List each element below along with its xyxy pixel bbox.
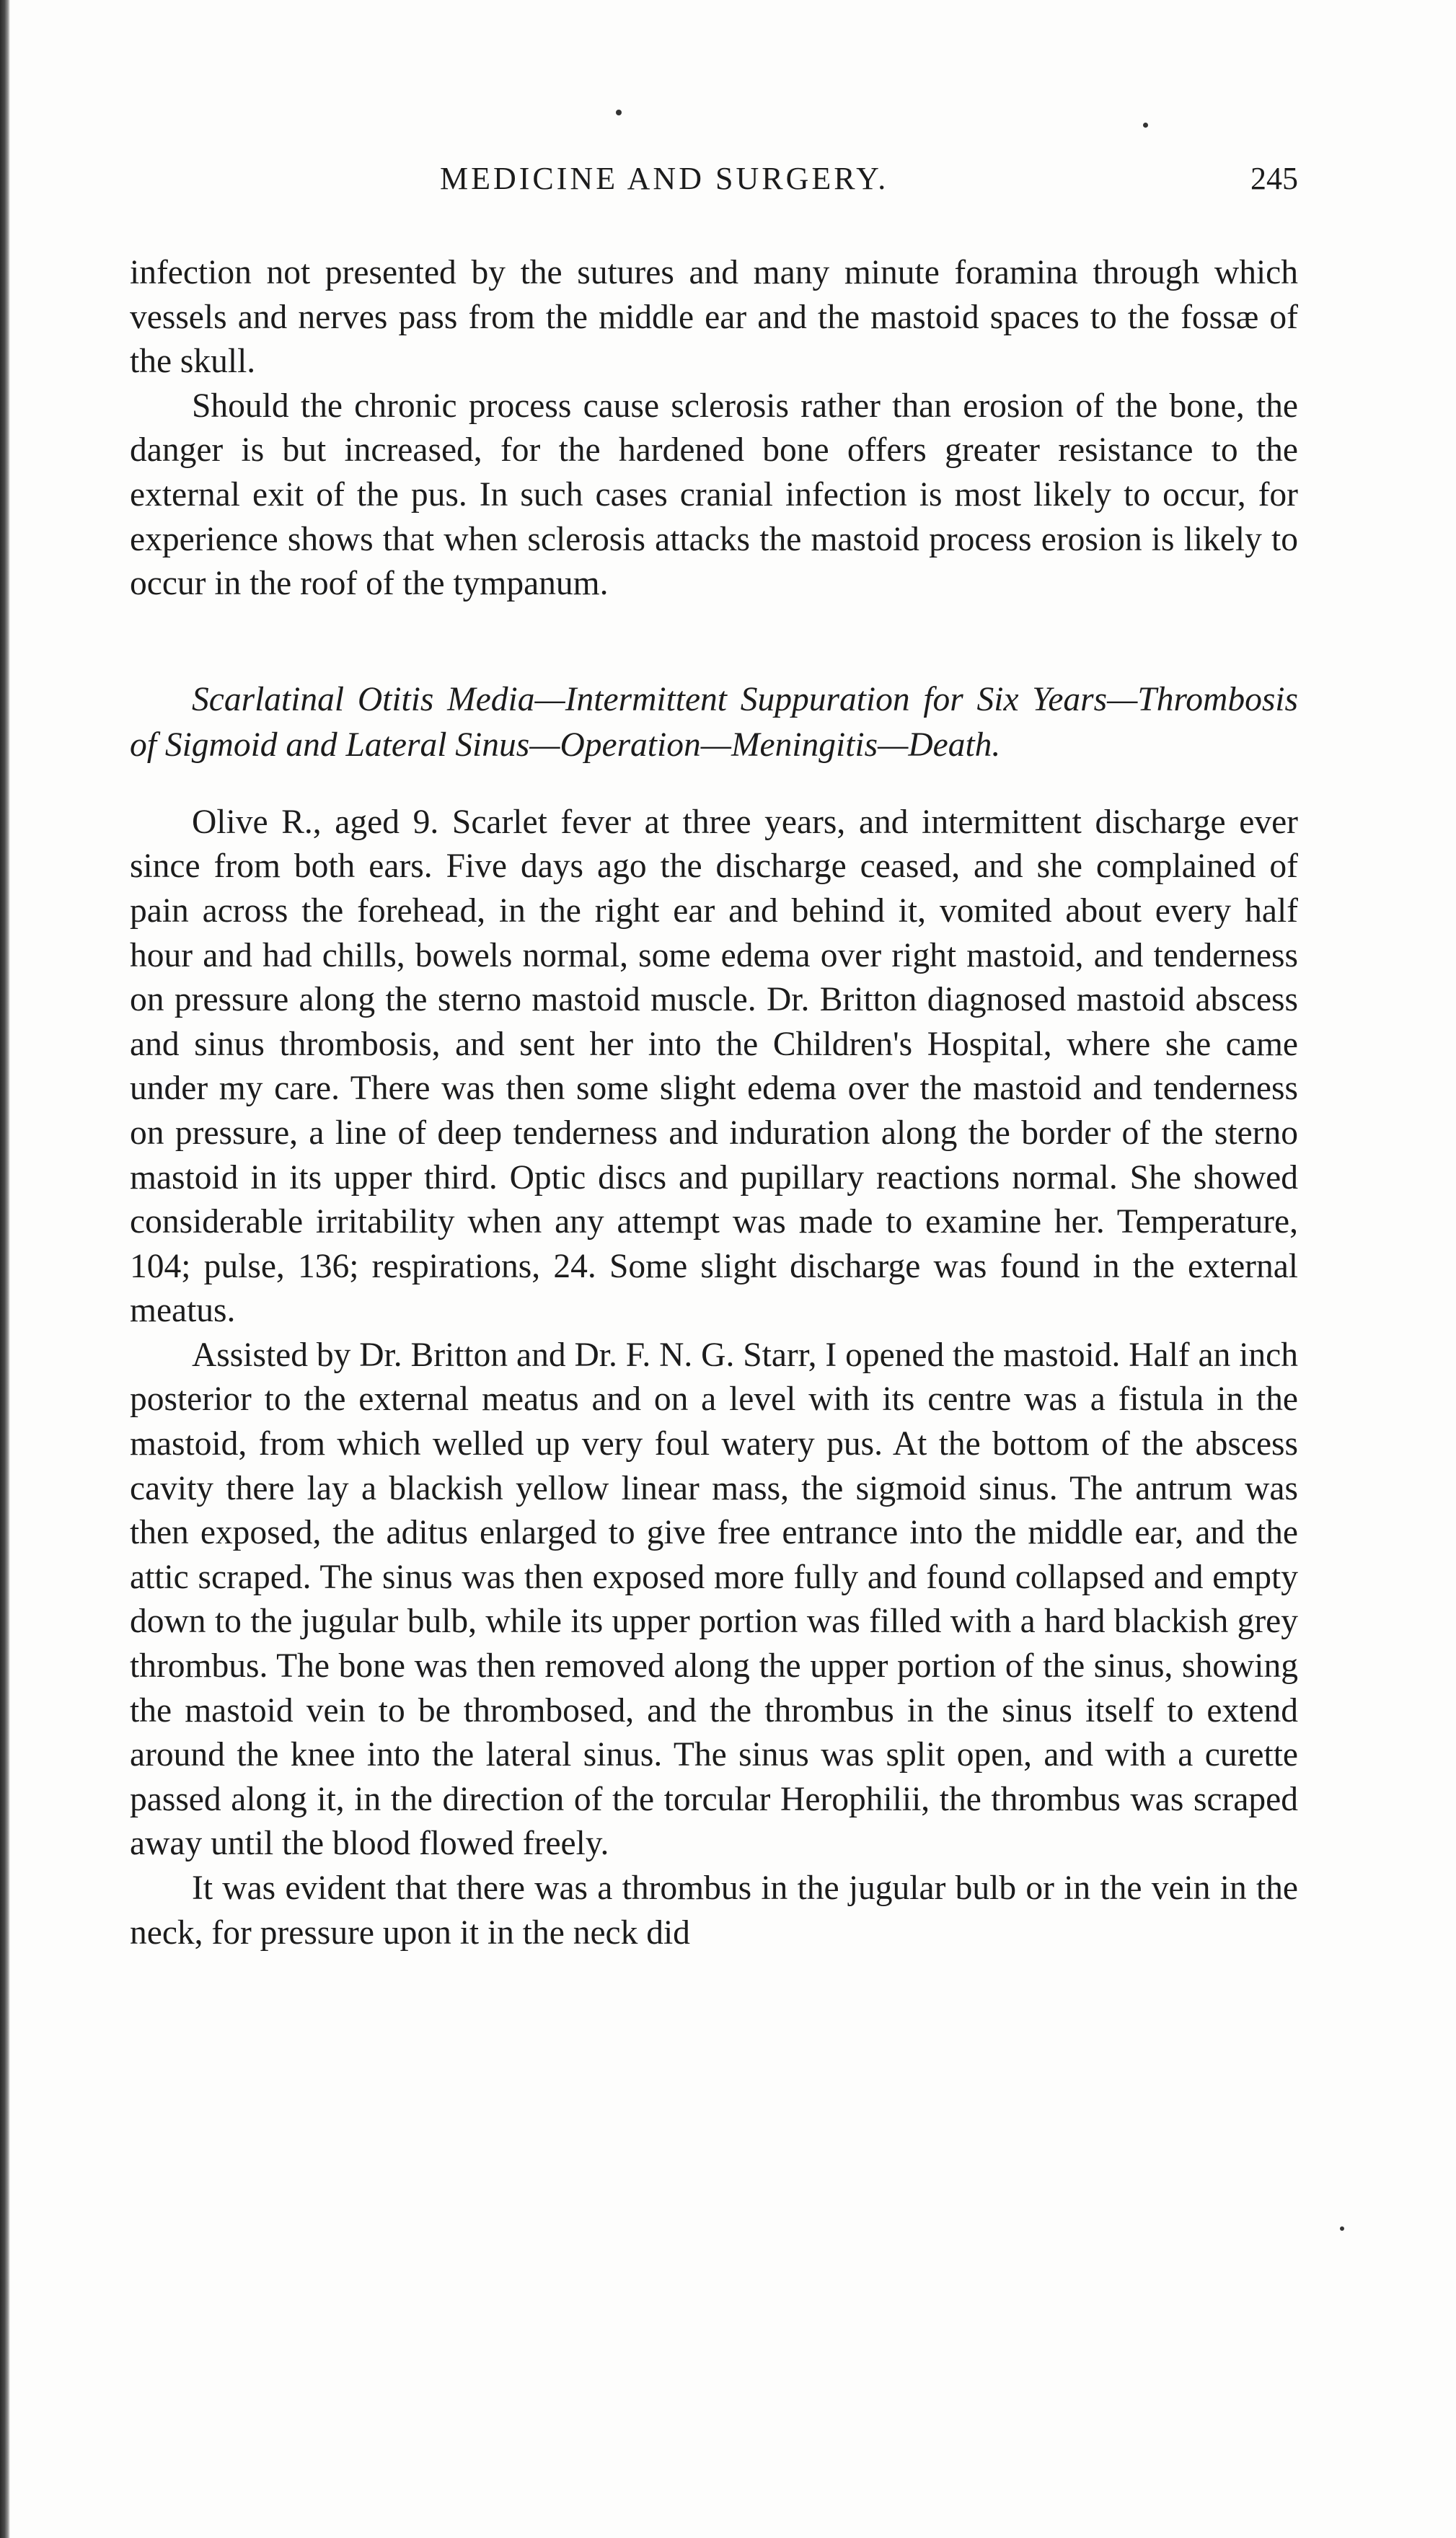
running-title: MEDICINE AND SURGERY. xyxy=(440,161,889,196)
running-head xyxy=(130,160,1298,211)
body-text xyxy=(130,251,1298,1955)
paragraph-operation: Assisted by Dr. Britton and Dr. F. N. G. Starr, I opened the mastoid. Half an inch posterior to the external meatus and on a level with its centre was a fistula in the mastoid, from which welled up very foul watery pus. At the bottom of the abscess cavity there lay a blackish yellow linear mass, the sigmoid sinus. The antrum was then exposed, the aditus enlarged to give free entrance into the middle ear, and the attic scraped. The sinus was then exposed more fully and found collapsed and empty down to the jugular bulb, while its upper portion was filled with a hard blackish grey thrombus. The bone was then removed along the upper portion of the sinus, showing the mastoid vein to be thrombosed, and the thrombus in the sinus itself to extend around the knee into the lateral sinus. The sinus was split open, and with a curette passed along it, in the direction of the torcular Herophilii, the thrombus was scraped away until the blood flowed freely. xyxy=(130,1336,1298,1863)
print-speck xyxy=(1143,123,1148,128)
paragraph-case-history: Olive R., aged 9. Scarlet fever at three years, and intermittent discharge ever since from both ears. Five days ago the discharge ceased, and she complained of pain across the forehead, in the right ear and behind it, vomited about every half hour and had chills, bowels normal, some edema over right mastoid, and tenderness on pressure along the sterno mastoid muscle. Dr. Britton diagnosed mastoid abscess and sinus thrombosis, and sent her into the Children's Hospital, where she came under my care. There was then some slight edema over the mastoid and tenderness on pressure, a line of deep tenderness and induration along the border of the sterno mastoid in its upper third. Optic discs and pupillary reactions normal. She showed considerable irritability when any attempt was made to examine her. Temperature, 104; pulse, 136; respirations, 24. Some slight discharge was found in the external meatus. xyxy=(130,803,1298,1330)
page-binding-shadow xyxy=(0,0,10,2538)
page-number: 245 xyxy=(1250,161,1298,196)
paragraph-continuation: infection not presented by the sutures and many minute foramina through which vessels and nerves pass from the middle ear and the mastoid spaces to the fossæ of the skull. xyxy=(130,254,1298,381)
print-speck xyxy=(1340,2226,1344,2231)
paragraph-sclerosis: Should the chronic process cause sclerosis rather than erosion of the bone, the danger is but increased, for the hardened bone offers greater resistance to the external exit of the pus. In such cases cranial infection is most likely to occur, for experience shows that when sclerosis attacks the mastoid process erosion is likely to occur in the roof of the tympanum. xyxy=(130,387,1298,603)
case-heading: Scarlatinal Otitis Media—Intermittent Suppuration for Six Years—Thrombosis of Sigmoid and Lateral Sinus—Operation—Meningitis—Death. xyxy=(130,680,1298,764)
paragraph-thrombus-neck: It was evident that there was a thrombus in the jugular bulb or in the vein in the neck, for pressure upon it in the neck did xyxy=(130,1869,1298,1952)
print-speck xyxy=(616,110,622,115)
